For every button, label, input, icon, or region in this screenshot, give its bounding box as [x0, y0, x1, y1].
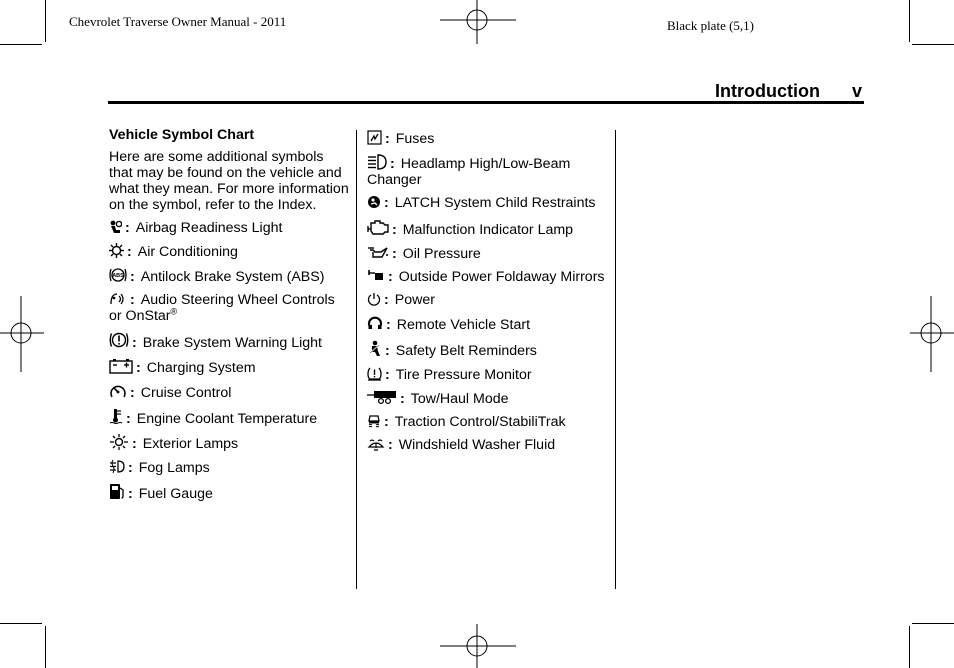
- washer-fluid-icon: [367, 437, 385, 451]
- remote-start-icon: [367, 315, 383, 331]
- symbol-label: Remote Vehicle Start: [396, 317, 531, 333]
- registration-mark-icon: [0, 296, 44, 372]
- list-item: : Outside Power Foldaway Mirrors: [367, 269, 607, 285]
- list-item: : Safety Belt Reminders: [367, 340, 607, 359]
- list-item: : Headlamp High/Low-Beam Changer: [367, 156, 571, 188]
- symbol-label: Engine Coolant Temperature: [136, 411, 318, 427]
- symbol-label: Air Conditioning: [137, 244, 238, 260]
- symbol-label: LATCH System Child Restraints: [394, 195, 596, 211]
- column-divider: [356, 130, 357, 589]
- page-number: v: [852, 81, 863, 101]
- registration-mark-icon: [440, 624, 516, 668]
- list-item: : Fuel Gauge: [109, 483, 349, 502]
- symbol-label: Oil Pressure: [402, 246, 481, 262]
- symbol-label: Fuses: [395, 131, 435, 147]
- list-item: : Airbag Readiness Light: [109, 220, 349, 236]
- engine-icon: [367, 218, 389, 236]
- list-item: : Power: [367, 292, 607, 308]
- symbol-label: Audio Steering Wheel Controls or OnStar: [109, 292, 335, 324]
- symbol-label: Fog Lamps: [138, 460, 210, 476]
- symbol-label: Traction Control/StabiliTrak: [394, 414, 566, 430]
- mirror-fold-icon: [367, 269, 385, 283]
- column-divider: [615, 130, 616, 589]
- list-item: : Tow/Haul Mode: [367, 390, 607, 407]
- manual-title: Chevrolet Traverse Owner Manual - 2011: [69, 14, 287, 29]
- list-item: : Windshield Washer Fluid: [367, 437, 607, 453]
- list-item: : Tire Pressure Monitor: [367, 366, 607, 383]
- latch-child-seat-icon: [367, 195, 381, 209]
- battery-icon: [109, 358, 133, 374]
- symbol-label: Exterior Lamps: [142, 436, 239, 452]
- list-item: : Exterior Lamps: [109, 434, 349, 452]
- list-item: ABS : Antilock Brake System (ABS): [109, 267, 349, 285]
- headlamp-icon: [367, 154, 387, 170]
- registered-mark: ®: [170, 306, 178, 317]
- list-item: : Fog Lamps: [109, 459, 349, 476]
- symbol-label: Outside Power Foldaway Mirrors: [398, 269, 605, 285]
- symbol-label: Fuel Gauge: [138, 486, 213, 502]
- list-item: : Fuses: [367, 130, 607, 147]
- traction-control-icon: [367, 414, 381, 428]
- list-item: : Cruise Control: [109, 383, 349, 401]
- chart-intro: Here are some additional symbols that may be found on the vehicle and what they mean. For more information on the symbol, refer to the Index.: [109, 149, 349, 213]
- symbol-label: Tire Pressure Monitor: [395, 367, 532, 383]
- crop-mark: [909, 626, 910, 668]
- symbol-label: Airbag Readiness Light: [135, 220, 283, 236]
- abs-icon: [109, 267, 127, 283]
- fog-lamps-icon: [109, 459, 125, 474]
- crop-mark: [45, 626, 46, 668]
- crop-mark: [912, 44, 954, 45]
- crop-mark: [0, 623, 42, 624]
- list-item: : LATCH System Child Restraints: [367, 195, 607, 211]
- crop-mark: [909, 0, 910, 42]
- crop-mark: [912, 623, 954, 624]
- registration-mark-icon: [440, 0, 516, 44]
- airbag-icon: [109, 220, 122, 234]
- tire-pressure-icon: [367, 366, 382, 381]
- chart-title: Vehicle Symbol Chart: [109, 127, 255, 143]
- plate-label: Black plate (5,1): [667, 18, 754, 33]
- tow-haul-icon: [367, 390, 397, 405]
- power-icon: [367, 292, 381, 306]
- exterior-lamps-icon: [109, 434, 129, 450]
- symbol-label: Cruise Control: [140, 385, 232, 401]
- list-item: : Engine Coolant Temperature: [109, 408, 349, 427]
- svg-text:ABS: ABS: [112, 273, 124, 279]
- registration-mark-icon: [910, 296, 954, 372]
- symbol-label: Brake System Warning Light: [142, 335, 322, 351]
- crop-mark: [0, 44, 42, 45]
- header-rule: [108, 101, 864, 104]
- list-item: : Air Conditioning: [109, 243, 349, 260]
- seat-belt-icon: [367, 340, 382, 357]
- symbol-label: Headlamp High/Low-Beam Changer: [367, 156, 571, 188]
- brake-warning-icon: [109, 331, 129, 349]
- symbol-label: Tow/Haul Mode: [410, 391, 509, 407]
- steering-wheel-audio-icon: [109, 292, 127, 306]
- symbol-label: Charging System: [146, 360, 256, 376]
- symbol-label: Safety Belt Reminders: [395, 343, 537, 359]
- symbol-label: Windshield Washer Fluid: [398, 437, 556, 453]
- crop-mark: [45, 0, 46, 42]
- symbol-column-2: [367, 130, 607, 460]
- coolant-temperature-icon: [109, 408, 123, 425]
- symbol-label: Malfunction Indicator Lamp: [402, 222, 574, 238]
- oil-can-icon: [367, 245, 389, 260]
- symbol-column-1: [109, 127, 349, 509]
- air-conditioning-icon: [109, 243, 124, 258]
- list-item: : Remote Vehicle Start: [367, 315, 607, 333]
- list-item: : Brake System Warning Light: [109, 331, 349, 351]
- symbol-label: Antilock Brake System (ABS): [140, 269, 325, 285]
- section-title: Introduction: [715, 81, 820, 101]
- symbol-label: Power: [394, 292, 435, 308]
- cruise-control-icon: [109, 383, 127, 399]
- list-item: : Malfunction Indicator Lamp: [367, 218, 607, 238]
- list-item: : Charging System: [109, 358, 349, 376]
- list-item: : Traction Control/StabiliTrak: [367, 414, 607, 430]
- list-item: : Oil Pressure: [367, 245, 607, 262]
- fuel-gauge-icon: [109, 483, 125, 500]
- fuses-icon: [367, 130, 382, 145]
- list-item: : Audio Steering Wheel Controls or OnStar®: [109, 292, 335, 324]
